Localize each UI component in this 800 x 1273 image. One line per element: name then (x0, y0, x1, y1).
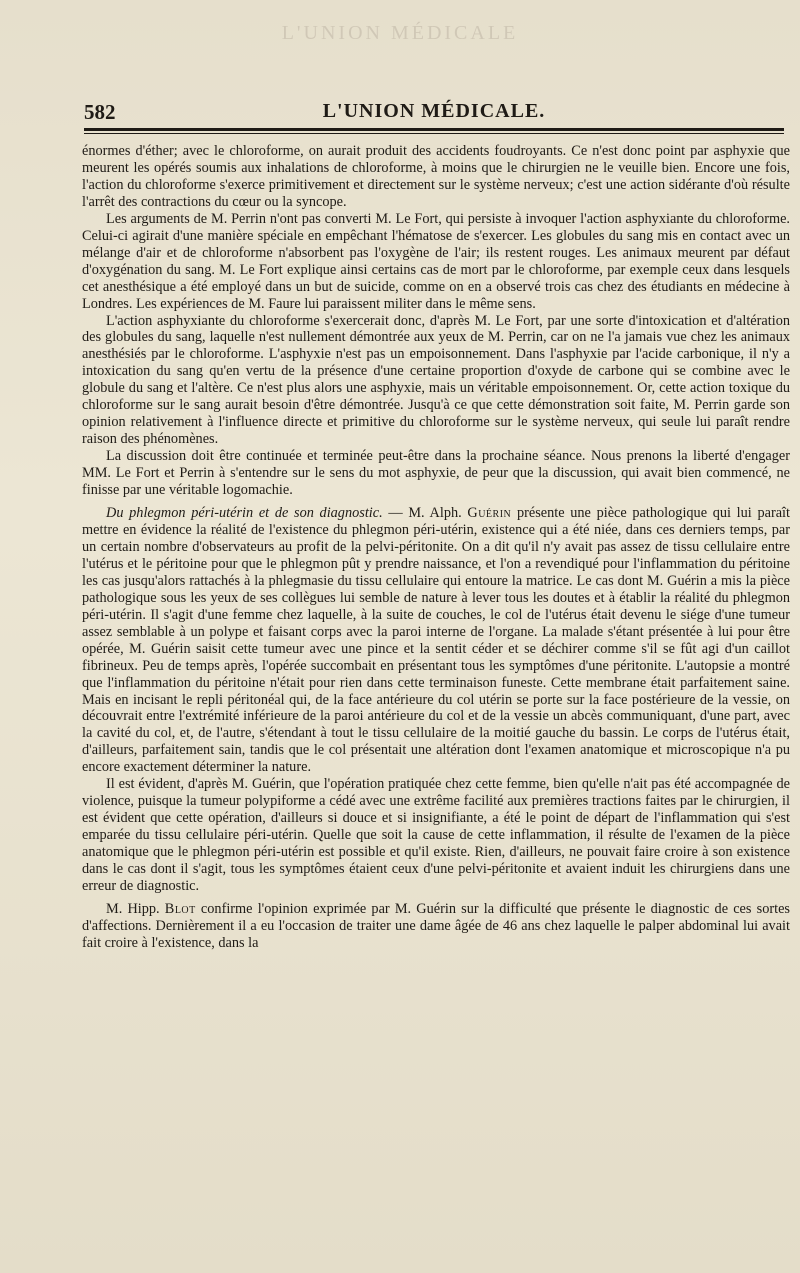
paragraph-phlegmon-text: présente une pièce pathologique qui lui paraît mettre en évidence la réalité de l'existence du phlegmon péri-utérin, existence qui a été niée, dans ces derniers temps, par un certain nombre d'observateurs au profit de la pelvi-péritonite. On a dit qu'il n'y avait pas assez de tissu cellulaire entre l'utérus et le péritoine pour que le phlegmon pût y prendre naissance, et l'on a revendiqué pour l'inflammation du péritoine les cas jusqu'alors rattachés à la phlegmasie du tissu cellulaire qui entoure la matrice. Le cas dont M. Guérin a mis la pièce pathologique sous les yeux de ses collègues lui semble de nature à lever tous les doutes et à établir la réalité du phlegmon péri-utérin. Il s'agit d'une femme chez laquelle, à la suite de couches, le col de l'utérus était devenu le siége d'une tumeur assez semblable à un polype et faisant corps avec la paroi interne de l'organe. La malade s'étant présentée à lui pour être opérée, M. Guérin saisit cette tumeur avec une pince et la sentit céder et se déchirer comme s'il se fût agi d'un caillot fibrineux. Peu de temps après, l'opérée succombait en présentant tous les symptômes d'une péritonite. L'autopsie a montré que l'inflammation du péritoine n'était pour rien dans cette terminaison funeste. Cette membrane était parfaitement saine. Mais en incisant le repli péritonéal qui, de la face antérieure du col utérin se porte sur la face postérieure de la vessie, on découvrait entre l'extrémité inférieure de la paroi antérieure du col et de la vessie un abcès communiquant, d'une part, avec la cavité du col, et, de l'autre, s'étendant à tout le tissu cellulaire de la moitié gauche du bassin. Le corps de l'utérus était, d'ailleurs, parfaitement sain, tandis que le col présentait une altération dont l'examen anatomique et microscopique n'a pu encore exactement déterminer la nature. (82, 505, 790, 776)
section-title: Du phlegmon péri-utérin et de son diagnostic. (106, 505, 383, 522)
article-body (82, 143, 790, 952)
running-title: L'UNION MÉDICALE. (322, 100, 546, 122)
blot-prefix: M. Hipp. (106, 900, 165, 917)
page-number: 582 (84, 100, 116, 124)
header-rule (84, 128, 784, 131)
paragraph-chloroforme-end: énormes d'éther; avec le chloroforme, on aurait produit des accidents foudroyants. Ce n'est donc point par asphyxie que meurent les opérés soumis aux inhalations de chloroforme, à moins que le chirurgien ne le veuille bien. Encore une fois, l'action du chloroforme s'exerce primitivement et directement sur le système nerveux; c'est une action sidérante d'où résulte l'arrêt des contractions du cœur ou la syncope. (82, 143, 790, 210)
paragraph-guerin-conclusion: Il est évident, d'après M. Guérin, que l'opération pratiquée chez cette femme, bien qu'elle n'ait pas été accompagnée de violence, puisque la tumeur polypiforme a cédé avec une extrême facilité aux premières tractions faites par le chirurgien, il est évident que cette opération, d'ailleurs si douce et si insignifiante, a été le point de départ de l'inflammation qui s'est emparée du tissu cellulaire péri-utérin. Quelle que soit la cause de cette inflammation, il résulte de l'examen de la pièce anatomique que le phlegmon péri-utérin est possible et qu'il existe. Rien, d'ailleurs, ne pouvait faire croire à son existence dans le cas dont il s'agit, tous les symptômes étaient ceux d'une pelvi-péritonite et avaient induit les chirurgiens dans une erreur de diagnostic. (82, 776, 790, 894)
paragraph-blot-text: confirme l'opinion exprimée par M. Guérin sur la difficulté que présente le diagnostic de ces sortes d'affections. Dernièrement il a eu l'occasion de traiter une dame âgée de 46 ans chez laquelle le palper abdominal lui avait fait croire à l'existence, dans la (82, 900, 790, 951)
header-rule-thin (84, 133, 784, 134)
show-through-title: L'UNION MÉDICALE (281, 22, 519, 44)
author-name-blot: Blot (164, 900, 196, 917)
page-header (84, 98, 784, 128)
paragraph-asphyxie: L'action asphyxiante du chloroforme s'exercerait donc, d'après M. Le Fort, par une sorte d'intoxication et d'altération des globules du sang, laquelle n'est nullement démontrée aux yeux de M. Perrin, car on ne l'a jamais vue chez les animaux anesthésiés par le chloroforme. L'asphyxie n'est pas un empoisonnement. Dans l'asphyxie par l'acide carbonique, il n'y a intoxication du sang qu'en vertu de la présence d'une certaine proportion d'oxyde de carbone qui se combine avec le globule du sang et l'altère. Ce n'est plus alors une asphyxie, mais un véritable empoisonnement. Or, cette action toxique du chloroforme sur le sang aurait besoin d'être démontrée. Jusqu'à ce que cette démonstration soit faite, M. Perrin garde son opinion relativement à l'influence directe et primitive du chloroforme sur le système nerveux, qui seule lui paraît rendre raison des phénomènes. (82, 312, 790, 448)
paragraph-discussion: La discussion doit être continuée et terminée peut-être dans la prochaine séance. Nous prenons la liberté d'engager MM. Le Fort et Perrin à s'entendre sur le sens du mot asphyxie, de peur que la discussion, qui avait bien commencé, ne finisse par une véritable logomachie. (82, 448, 790, 499)
paragraph-phlegmon (82, 505, 790, 776)
paragraph-blot (82, 901, 790, 952)
section-dash: — M. Alph. (382, 505, 468, 522)
paragraph-le-fort: Les arguments de M. Perrin n'ont pas converti M. Le Fort, qui persiste à invoquer l'action asphyxiante du chloroforme. Celui-ci agirait d'une manière spéciale en empêchant l'hématose de s'exercer. Les globules du sang mis en contact avec un mélange d'air et de chloroforme n'absorbent pas l'oxygène de l'air; ils restent rouges. Les animaux meurent par défaut d'oxygénation du sang. M. Le Fort explique ainsi certains cas de mort par le chloroforme, par exemple ceux dans lesquels cet anesthésique a été employé dans un but de suicide, comme on en a observé trois cas chez des étudiants en médecine à Londres. Les expériences de M. Faure lui paraissent militer dans le même sens. (82, 210, 790, 312)
author-name-guerin: Guérin (467, 505, 512, 522)
